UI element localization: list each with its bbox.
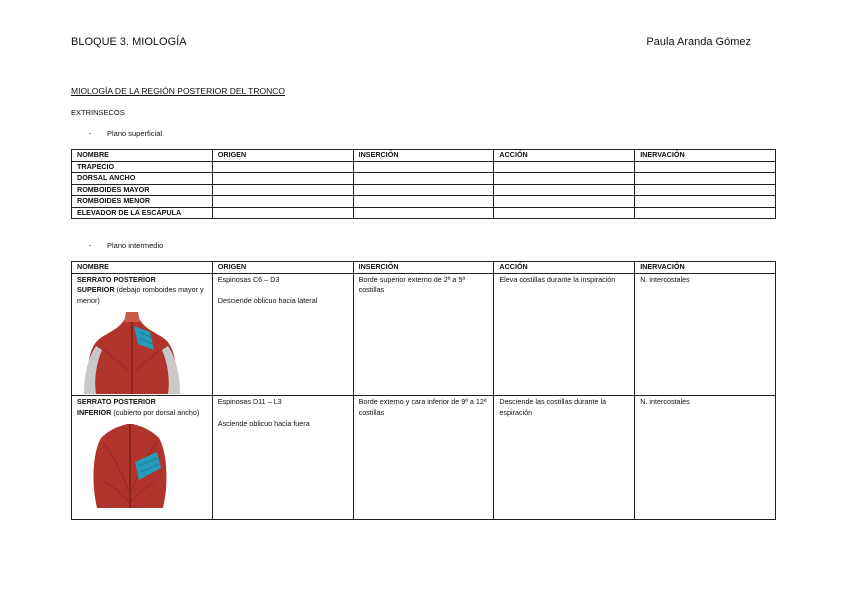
subsection-title: EXTRINSECOS	[71, 108, 125, 117]
table-plano-intermedio	[71, 261, 776, 520]
col-header-origen: ORIGEN	[212, 262, 353, 274]
cell-accion: Desciende las costillas durante la espiración	[494, 396, 635, 520]
bullet-label: Plano intermedio	[107, 241, 164, 250]
section-title: MIOLOGÍA DE LA REGIÓN POSTERIOR DEL TRONCO	[71, 86, 285, 96]
col-header-insercion: INSERCIÓN	[353, 262, 494, 274]
cell-insercion: Borde superior externo de 2ª a 5ª costillas	[353, 273, 494, 396]
table-header-row	[72, 150, 776, 162]
cell-inervacion	[635, 184, 776, 196]
col-header-inervacion: INERVACIÓN	[635, 150, 776, 162]
col-header-origen: ORIGEN	[212, 150, 353, 162]
bullet-dash: -	[89, 241, 92, 250]
cell-origen	[212, 196, 353, 208]
cell-insercion: Borde externo y cara inferior de 9ª a 12ª costillas	[353, 396, 494, 520]
muscle-name: ELEVADOR DE LA ESCÁPULA	[72, 207, 213, 219]
serrato-inferior-anatomy-image	[87, 422, 173, 508]
cell-inervacion: N. intercostales	[635, 396, 776, 520]
col-header-nombre: NOMBRE	[72, 150, 213, 162]
cell-insercion	[353, 184, 494, 196]
cell-insercion	[353, 196, 494, 208]
muscle-name: SERRATO POSTERIOR	[77, 274, 156, 284]
table-row	[72, 207, 776, 219]
muscle-note: (cubierto por dorsal ancho)	[111, 407, 200, 417]
muscle-note: (debajo romboides mayor y menor)	[77, 285, 204, 305]
table-row	[72, 173, 776, 185]
muscle-name-cell	[72, 396, 213, 520]
bullet-label: Plano superficial	[107, 129, 163, 138]
cell-accion: Eleva costillas durante la inspiración	[494, 273, 635, 396]
cell-insercion	[353, 207, 494, 219]
col-header-nombre: NOMBRE	[72, 262, 213, 274]
cell-accion	[494, 173, 635, 185]
cell-inervacion	[635, 207, 776, 219]
bullet-plano-intermedio	[89, 241, 163, 250]
origen-direction: Asciende oblicuo hacia fuera	[217, 418, 310, 428]
cell-origen	[212, 184, 353, 196]
muscle-name: SERRATO POSTERIOR	[77, 397, 156, 406]
col-header-accion: ACCIÓN	[494, 150, 635, 162]
muscle-name: TRAPECIO	[72, 161, 213, 173]
origen-direction: Desciende oblicuo hacia lateral	[217, 296, 318, 305]
muscle-name-position: SUPERIOR	[77, 285, 115, 294]
cell-accion	[494, 184, 635, 196]
header-title: BLOQUE 3. MIOLOGÍA	[71, 36, 187, 48]
table-row	[72, 184, 776, 196]
cell-origen	[212, 161, 353, 173]
serrato-superior-anatomy-image	[80, 310, 184, 394]
muscle-name: ROMBOIDES MAYOR	[72, 184, 213, 196]
cell-accion	[494, 207, 635, 219]
cell-inervacion	[635, 196, 776, 208]
origen-line: Espinosas C6 – D3	[217, 274, 280, 284]
table-header-row	[72, 262, 776, 274]
header-author: Paula Aranda Gómez	[646, 36, 751, 48]
cell-inervacion: N. intercostales	[635, 273, 776, 396]
cell-inervacion	[635, 161, 776, 173]
cell-accion	[494, 196, 635, 208]
bullet-plano-superficial	[89, 129, 162, 138]
col-header-accion: ACCIÓN	[494, 262, 635, 274]
table-row	[72, 396, 776, 520]
muscle-name: DORSAL ANCHO	[72, 173, 213, 185]
muscle-name: ROMBOIDES MENOR	[72, 196, 213, 208]
cell-insercion	[353, 161, 494, 173]
bullet-dash: -	[89, 129, 92, 138]
cell-accion	[494, 161, 635, 173]
muscle-name-cell	[72, 273, 213, 396]
origen-line: Espinosas D11 – L3	[217, 397, 282, 406]
table-plano-superficial	[71, 149, 776, 219]
cell-origen	[212, 273, 353, 396]
cell-origen	[212, 173, 353, 185]
table-row	[72, 161, 776, 173]
table-row	[72, 196, 776, 208]
col-header-inervacion: INERVACIÓN	[635, 262, 776, 274]
cell-origen	[212, 207, 353, 219]
col-header-insercion: INSERCIÓN	[353, 150, 494, 162]
cell-insercion	[353, 173, 494, 185]
table-row	[72, 273, 776, 396]
muscle-name-position: INFERIOR	[77, 407, 112, 417]
cell-inervacion	[635, 173, 776, 185]
cell-origen	[212, 396, 353, 520]
